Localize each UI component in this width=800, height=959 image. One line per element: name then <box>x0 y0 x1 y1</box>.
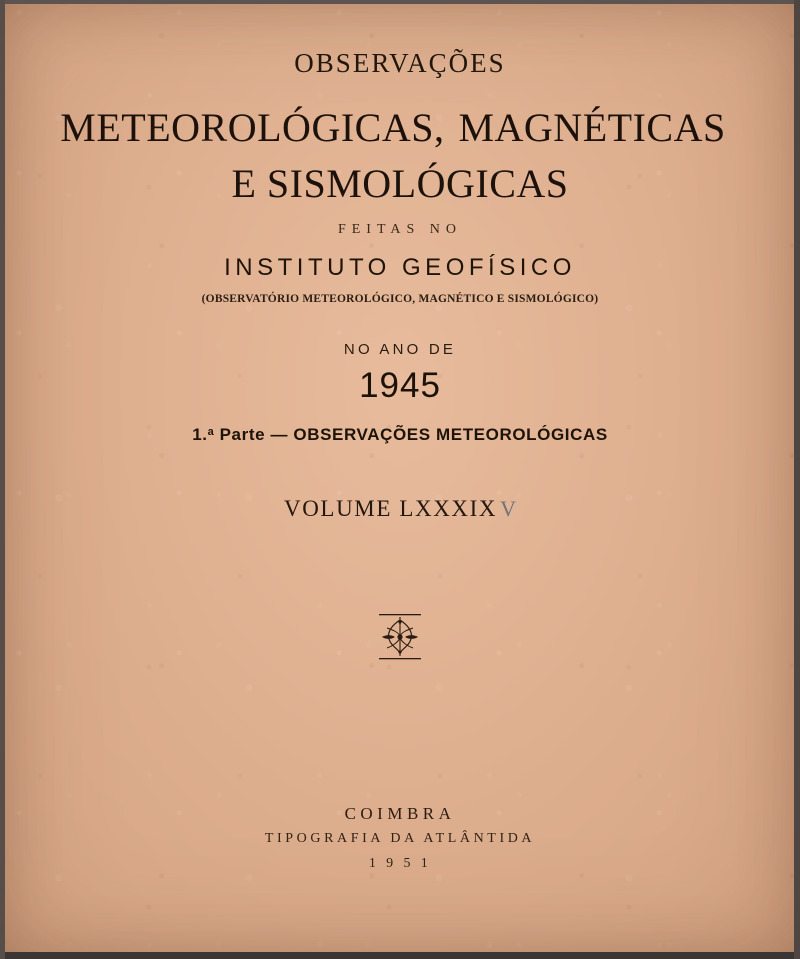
part-line <box>0 425 800 445</box>
cover-title-line-1 <box>0 104 800 151</box>
cover-title-word-meteorologicas: METEOROLÓGICAS, <box>60 105 445 150</box>
printers-ornament-icon <box>0 608 800 670</box>
volume-text: VOLUME LXXXIX <box>284 496 498 521</box>
volume-line <box>0 496 800 522</box>
observation-year: 1945 <box>359 366 441 405</box>
cover-title-word-magneticas: MAGNÉTICAS <box>458 105 726 150</box>
part-label: Parte — OBSERVAÇÕES METEOROLÓGICAS <box>214 425 608 444</box>
institute-parenthetical: (OBSERVATÓRIO METEOROLÓGICO, MAGNÉTICO E SISMOLÓGICO) <box>201 293 599 305</box>
part-ordinal-superscript: a <box>207 426 215 438</box>
volume-pencil-annotation: V <box>500 496 516 521</box>
printer-name: TIPOGRAFIA DA ATLÂNTIDA <box>264 831 536 846</box>
cover-title-line-2: E SISMOLÓGICAS <box>231 161 569 206</box>
made-at-label: FEITAS NO <box>337 222 463 237</box>
cover-heading: OBSERVAÇÕES <box>294 48 506 78</box>
publication-year: 1 9 5 1 <box>368 856 432 871</box>
city-name: COIMBRA <box>344 804 456 823</box>
institute-name: INSTITUTO GEOFÍSICO <box>224 254 576 281</box>
in-the-year-label: NO ANO DE <box>343 341 457 358</box>
part-number: 1. <box>192 425 208 444</box>
